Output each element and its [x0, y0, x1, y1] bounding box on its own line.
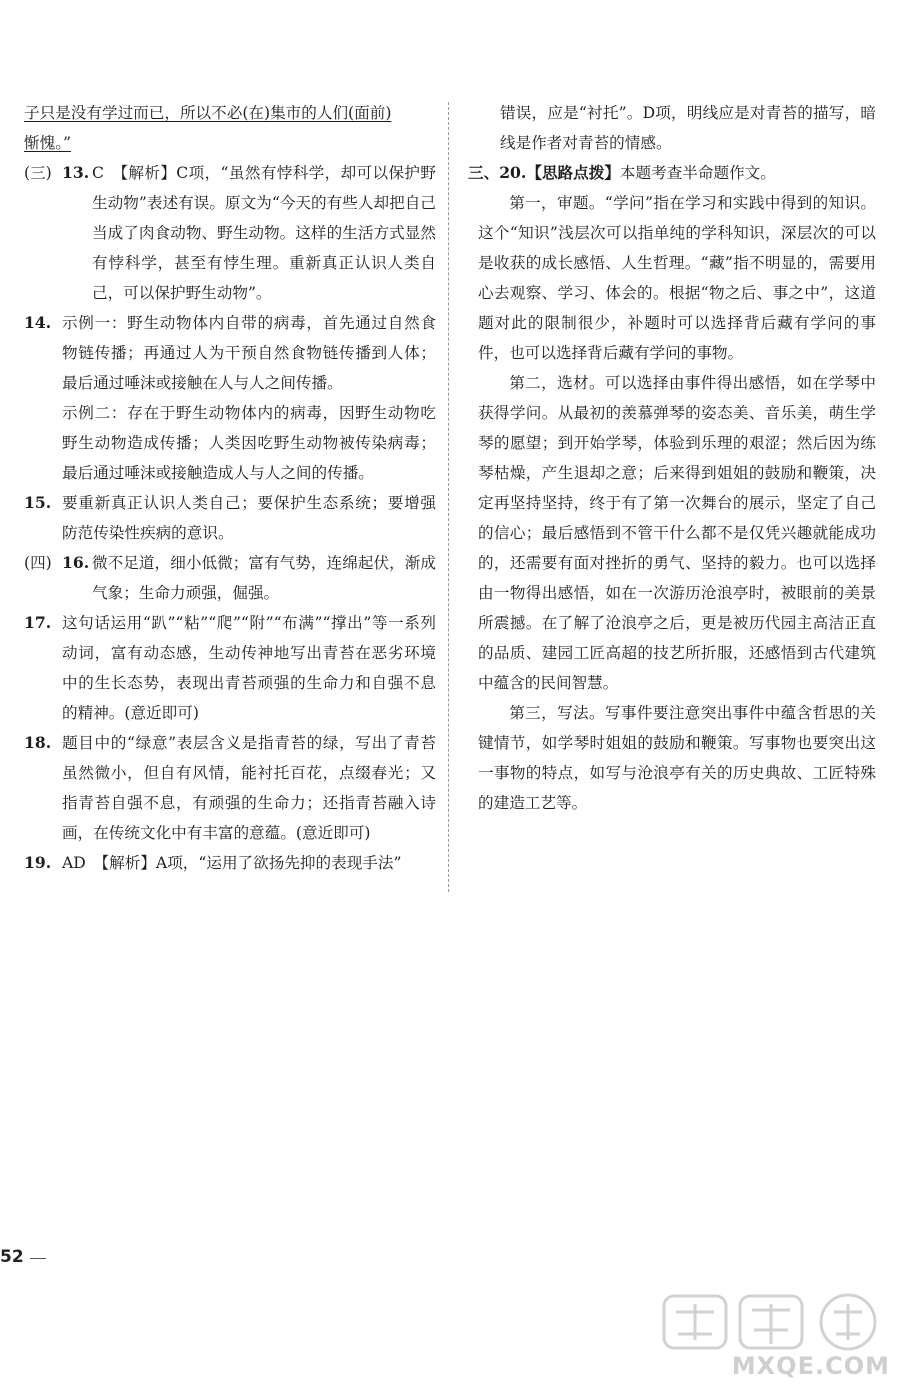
question-13 [24, 158, 436, 308]
question-14 [24, 308, 436, 488]
question-13-number: 13. [62, 163, 90, 182]
paragraph-writing: 第三，写法。写事件要注意突出事件中蕴含哲思的关键情节，如学琴时姐姐的鼓励和鞭策。写事物也要突出这一事物的特点，如写与沧浪亭有关的历史典故、工匠特殊的建造工艺等。 [478, 704, 876, 812]
question-15-text: 要重新真正认识人类自己；要保护生态系统；要增强防范传染性疾病的意识。 [62, 494, 436, 542]
question-17 [24, 608, 436, 728]
question-19-text: AD 【解析】A项，“运用了欲扬先抑的表现手法” [62, 854, 402, 872]
question-18-text: 题目中的“绿意”表层含义是指青苔的绿，写出了青苔虽然微小，但自有风情，能衬托百花，点缀春光；又指青苔自强不息，有顽强的生命力；还指青苔融入诗画，在传统文化中有丰富的意蕴。(意近即可) [62, 734, 436, 842]
question-15-number: 15. [24, 493, 52, 512]
section-three-label: (三) [24, 164, 52, 182]
left-column [24, 98, 436, 878]
question-13-text: C 【解析】C项，“虽然有悖科学，却可以保护野生动物”表述有误。原文为“今天的有些人却把自己当成了肉食动物、野生动物。这样的生活方式显然有悖科学，甚至有悖生理。重新真正认识人类自己，可以保护野生动物”。 [92, 164, 436, 302]
question-19-continued: 错误，应是“衬托”。D项，明线应是对青苔的描写，暗线是作者对青苔的情感。 [500, 104, 876, 152]
right-column [468, 98, 876, 818]
question-17-text: 这句话运用“趴”“粘”“爬”“附”“布满”“撑出”等一系列动词，富有动态感，生动传神地写出青苔在恶劣环境中的生长态势，表现出青苔顽强的生命力和自强不息的精神。(意近即可) [62, 614, 436, 722]
question-14-example-1: 示例一：野生动物体内自带的病毒，首先通过自然食物链传播；再通过人为干预自然食物链传播到人体；最后通过唾沫或接触在人与人之间传播。 [62, 314, 436, 392]
question-17-number: 17. [24, 613, 52, 632]
continued-line-2: 惭愧。” [24, 134, 71, 152]
paragraph-material: 第二，选材。可以选择由事件得出感悟，如在学琴中获得学问。从最初的羡慕弹琴的姿态美、音乐美，萌生学琴的愿望；到开始学琴，体验到乐理的艰涩；然后因为练琴枯燥，产生退却之意；后来得到姐姐的鼓励和鞭策，决定再坚持坚持，终于有了第一次舞台的展示，坚定了自己的信心；最后感悟到不管干什么都不是仅凭兴趣就能成功的，还需要有面对挫折的勇气、坚持的毅力。也可以选择由一物得出感悟，如在一次游历沧浪亭时，被眼前的美景所震撼。在了解了沧浪亭之后，更是被历代园主高洁正直的品质、建园工匠高超的技艺所折服，还感悟到古代建筑中蕴含的民间智慧。 [478, 374, 876, 692]
question-18 [24, 728, 436, 848]
question-14-number: 14. [24, 313, 52, 332]
section-four-label: (四) [24, 554, 52, 572]
question-18-number: 18. [24, 733, 52, 752]
question-19 [24, 848, 436, 878]
question-14-body [62, 308, 436, 488]
question-19-number: 19. [24, 853, 52, 872]
question-20-intro-text: 本题考查半命题作文。 [619, 164, 776, 182]
question-20-tag: 【思路点拨】 [526, 163, 620, 182]
question-14-example-2: 示例二：存在于野生动物体内的病毒，因野生动物吃野生动物造成传播；人类因吃野生动物被传染病毒；最后通过唾沫或接触造成人与人之间的传播。 [62, 404, 436, 482]
question-15 [24, 488, 436, 548]
watermark-domain: MXQE.COM [731, 1352, 890, 1380]
question-16-number: 16. [62, 553, 90, 572]
question-20-number: 20. [499, 163, 527, 182]
paragraph-review: 第一，审题。“学问”指在学习和实践中得到的知识。这个“知识”浅层次可以指单纯的学科知识，深层次的可以是收获的成长感悟、人生哲理。“藏”指不明显的，需要用心去观察、学习、体会的。根据“物之后、事之中”，这道题对此的限制很少，补题时可以选择背后藏有学问的事件，也可以选择背后藏有学问的事物。 [478, 194, 876, 362]
question-16 [24, 548, 436, 608]
continued-line-1: 子只是没有学过而已，所以不必(在)集市的人们(面前) [24, 104, 392, 122]
page-number: 52 [0, 1247, 24, 1267]
column-divider [448, 102, 449, 892]
question-20-heading [468, 158, 876, 188]
page-number-rule [30, 1258, 46, 1259]
question-16-text: 微不足道，细小低微；富有气势，连绵起伏，渐成气象；生命力顽强，倔强。 [92, 554, 436, 602]
question-20-intro [526, 158, 876, 188]
section-three-cn-label: 三、 [468, 163, 500, 182]
